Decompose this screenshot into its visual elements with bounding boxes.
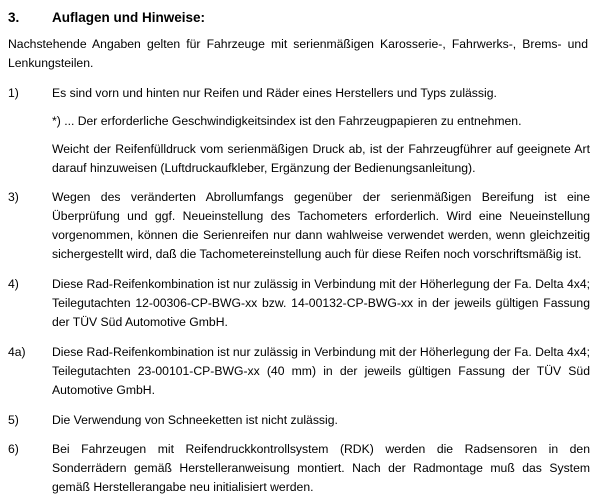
list-item-paragraph: *) ... Der erforderliche Geschwindigkeitsindex ist den Fahrzeugpapieren zu entnehmen. — [52, 113, 522, 128]
list-item-marker: 4a) — [8, 344, 26, 359]
list-item — [8, 84, 590, 178]
list-item-body — [52, 440, 590, 497]
list-item — [8, 188, 590, 264]
section-number: 3. — [8, 10, 20, 25]
list-item — [8, 275, 590, 332]
list-item — [8, 440, 590, 497]
list-item-marker: 5) — [8, 412, 19, 427]
list-item — [8, 343, 590, 400]
list-item-body — [52, 343, 590, 400]
list-item-paragraph: Es sind vorn und hinten nur Reifen und Räder eines Herstellers und Typs zulässig. — [52, 85, 497, 100]
list-item-paragraph: Diese Rad-Reifenkombination ist nur zulässig in Verbindung mit der Höherlegung der Fa. Delta 4x4; Teilegutachten 12-00306-CP-BWG-xx bzw. 14-00132-CP-BWG-xx in der jeweils gültigen Fassung der TÜV Süd Automotive GmbH. — [52, 277, 590, 329]
list-item-marker: 1) — [8, 85, 19, 100]
section-heading — [8, 10, 590, 25]
list-item-paragraph: Wegen des veränderten Abrollumfangs gegenüber der serienmäßigen Bereifung ist eine Überprüfung und ggf. Neueinstellung des Tachometers erforderlich. Wird eine Neueinstellung vorgenommen, können die Serienreifen nur dann wahlweise verwendet werden, wenn gleichzeitig sichergestellt wird, daß die Tachometereinstellung auch für diese Reifen noch vorschriftsmäßig ist. — [52, 190, 590, 262]
list-item-paragraph: Die Verwendung von Schneeketten ist nicht zulässig. — [52, 412, 338, 427]
list-item-body — [52, 84, 590, 178]
list-item-marker: 3) — [8, 190, 19, 205]
list-item-paragraph: Bei Fahrzeugen mit Reifendruckkontrollsystem (RDK) werden die Radsensoren in den Sonderrädern gemäß Herstelleranweisung montiert. Nach der Radmontage muß das System gemäß Herstellerangabe neu initialisiert werden. — [52, 442, 590, 495]
list-item-paragraph: Weicht der Reifenfülldruck vom serienmäßigen Druck ab, ist der Fahrzeugführer auf geeignete Art darauf hinzuweisen (Luftdruckaufkleber, Ergänzung der Bedienungsanleitung). — [52, 141, 590, 175]
list-item-body — [52, 188, 590, 264]
list-item-body — [52, 275, 590, 332]
section-title: Auflagen und Hinweise: — [52, 10, 206, 25]
list-item-body — [52, 411, 590, 430]
list-item-marker: 4) — [8, 277, 19, 292]
list-item-paragraph: Diese Rad-Reifenkombination ist nur zulässig in Verbindung mit der Höherlegung der Fa. Delta 4x4; Teilegutachten 23-00101-CP-BWG-xx (40 mm) in der jeweils gültigen Fassung der TÜV Süd Automotive GmbH. — [52, 344, 590, 397]
list-item — [8, 411, 590, 430]
intro-paragraph: Nachstehende Angaben gelten für Fahrzeuge mit serienmäßigen Karosserie-, Fahrwerks-, Brems- und Lenkungsteilen. — [8, 37, 588, 70]
list-item-marker: 6) — [8, 442, 19, 457]
